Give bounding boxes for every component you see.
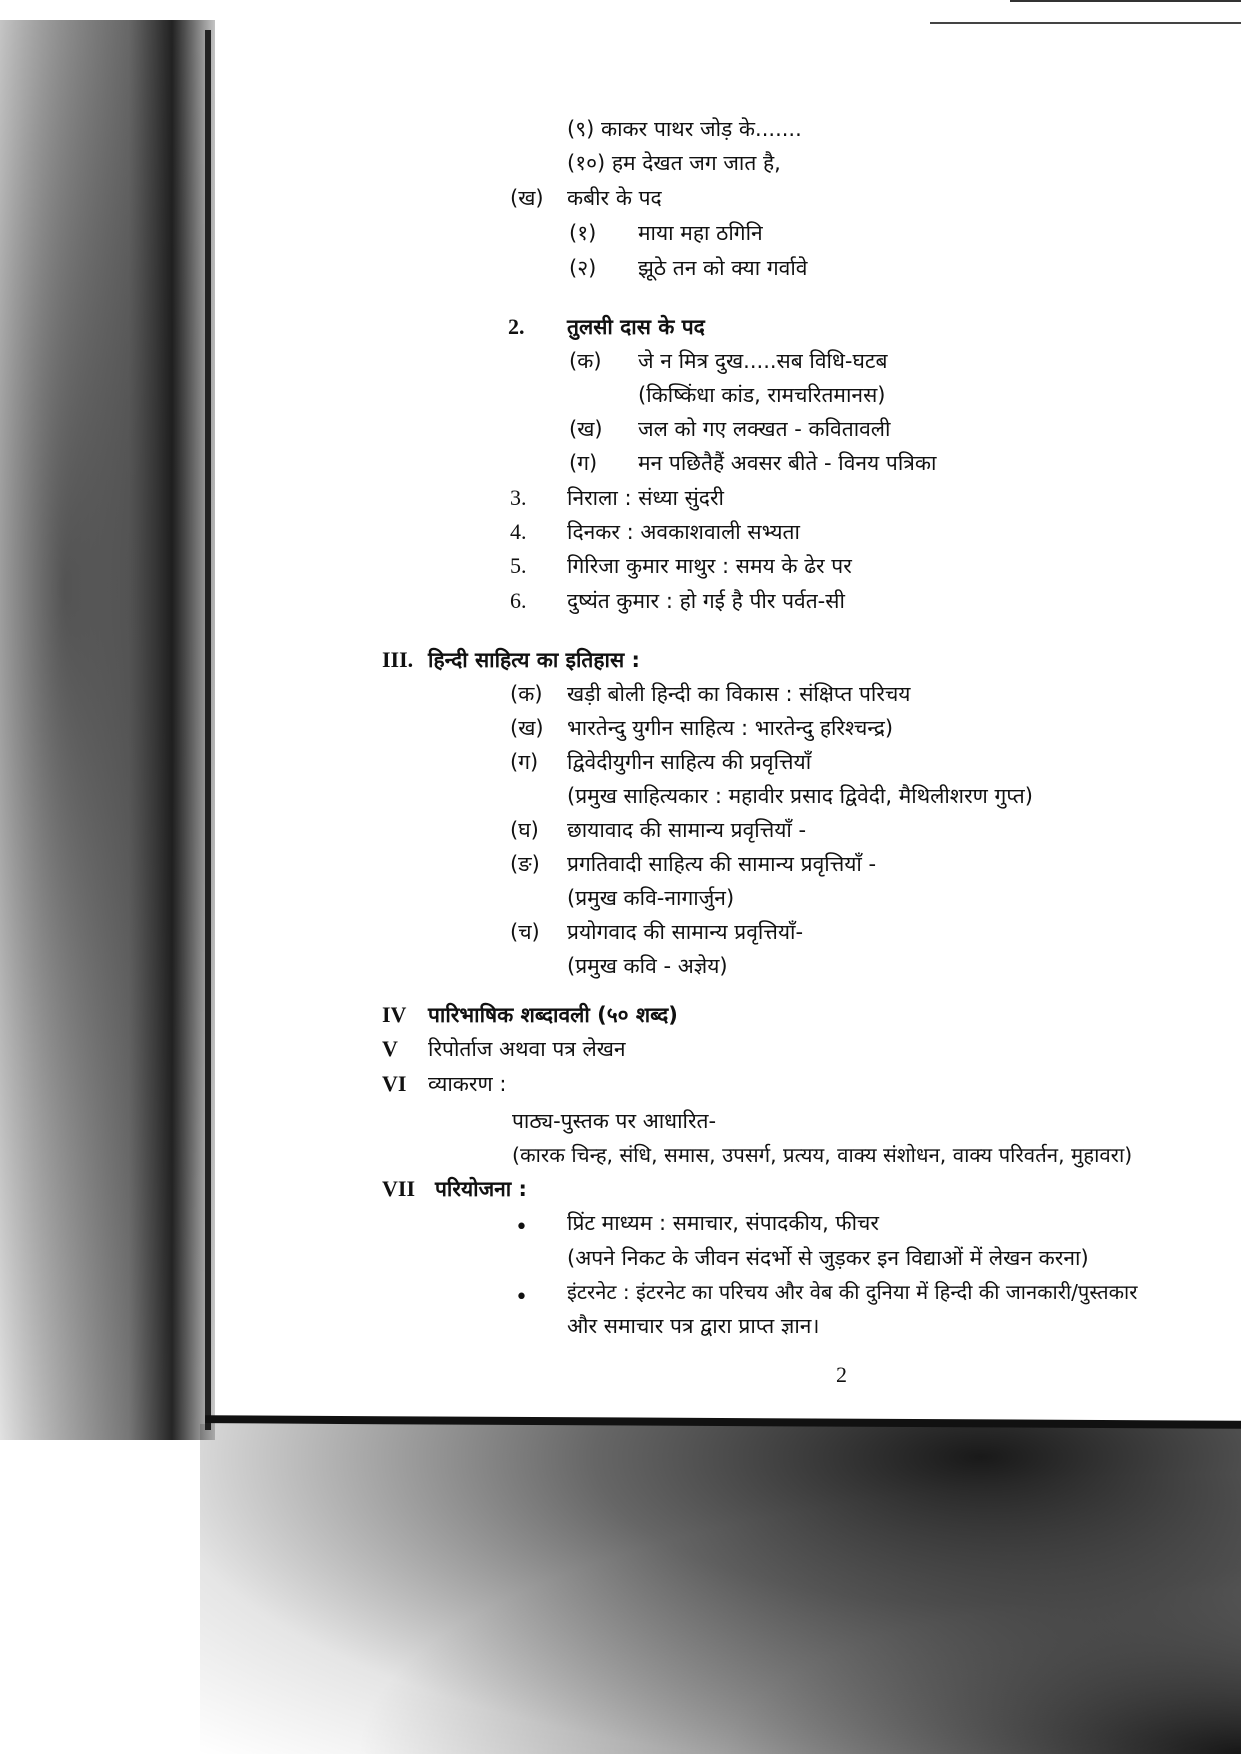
section-3-numeral: III. (382, 647, 414, 672)
section-3-marker: (क) (510, 682, 543, 706)
section-6-line: (कारक चिन्ह, संधि, समास, उपसर्ग, प्रत्यय, वाक्य संशोधन, वाक्य परिवर्तन, मुहावरा) (512, 1143, 1133, 1167)
section-3-marker: (ग) (510, 750, 539, 774)
section-7-bullet-line: इंटरनेट : इंटरनेट का परिचय और वेब की दुनिया में हिन्दी की जानकारी/पुस्तकार (567, 1280, 1138, 1304)
section-3-item: छायावाद की सामान्य प्रवृत्तियाँ - (567, 818, 807, 842)
section-7-bullet-line: (अपने निकट के जीवन संदर्भो से जुड़कर इन विद्याओं में लेखन करना) (567, 1246, 1089, 1270)
tulsi-item-marker: (ख) (569, 417, 603, 441)
tulsi-item-marker: (ग) (569, 451, 598, 475)
kabir-pad-marker: (ख) (510, 186, 544, 210)
poet-entry: दुष्यंत कुमार : हो गई है पीर पर्वत-सी (567, 589, 845, 613)
poet-entry: निराला : संध्या सुंदरी (567, 486, 724, 510)
section-5-title: रिपोर्ताज अथवा पत्र लेखन (428, 1037, 626, 1061)
kabir-pad-item-text: झूठे तन को क्या गर्वावे (638, 256, 808, 280)
section-7-title: परियोजना : (435, 1177, 527, 1201)
section-3-item: (प्रमुख कवि - अज्ञेय) (567, 954, 728, 978)
kabir-pad-title: कबीर के पद (567, 186, 662, 210)
kabir-pad-item-num: (२) (569, 256, 597, 280)
kabir-pad-item-text: माया महा ठगिनि (638, 221, 763, 245)
tulsi-item-text: जे न मित्र दुख.....सब विधि-घटब (638, 349, 888, 373)
section-7-bullet-line: प्रिंट माध्यम : समाचार, संपादकीय, फीचर (567, 1211, 879, 1235)
tulsi-title: तुलसी दास के पद (567, 315, 705, 339)
section-3-title: हिन्दी साहित्य का इतिहास : (428, 648, 640, 672)
section-7-numeral: VII (382, 1176, 416, 1201)
section-6-numeral: VI (382, 1071, 407, 1096)
poet-entry: गिरिजा कुमार माथुर : समय के ढेर पर (567, 554, 852, 578)
section-3-marker: (घ) (510, 818, 539, 842)
bullet-icon: • (515, 1215, 528, 1240)
tulsi-item-text: मन पछितैहैं अवसर बीते - विनय पत्रिका (638, 451, 937, 475)
poet-number: 6. (510, 588, 527, 613)
section-6-title: व्याकरण : (428, 1072, 507, 1096)
section-3-marker: (च) (510, 920, 540, 944)
poet-number: 3. (510, 485, 527, 510)
section-4-title: पारिभाषिक शब्दावली (५० शब्द) (428, 1003, 678, 1027)
tulsi-item-marker: (क) (569, 349, 602, 373)
kabir-doha-9: (९) काकर पाथर जोड़ के....... (567, 117, 802, 141)
poet-number: 5. (510, 553, 527, 578)
poet-entry: दिनकर : अवकाशवाली सभ्यता (567, 520, 800, 544)
section-3-item: (प्रमुख साहित्यकार : महावीर प्रसाद द्विवेदी, मैथिलीशरण गुप्त) (567, 784, 1033, 808)
kabir-pad-item-num: (१) (569, 221, 597, 245)
section-7-bullet-line: और समाचार पत्र द्वारा प्राप्त ज्ञान। (567, 1314, 820, 1338)
section-3-item: द्विवेदीयुगीन साहित्य की प्रवृत्तियाँ (567, 750, 812, 774)
section-3-item: भारतेन्दु युगीन साहित्य : भारतेन्दु हरिश्चन्द्र) (567, 716, 894, 740)
scan-shadow-left (0, 20, 215, 1440)
scan-line-top-2 (930, 22, 1241, 24)
section-3-item: प्रगतिवादी साहित्य की सामान्य प्रवृत्तियाँ - (567, 852, 877, 876)
section-6-line: पाठ्य-पुस्तक पर आधारित- (512, 1109, 717, 1133)
scan-line-top (1010, 0, 1241, 2)
scan-shadow-bottom (200, 1424, 1241, 1754)
section-3-item: प्रयोगवाद की सामान्य प्रवृत्तियाँ- (567, 920, 804, 944)
section-3-item: खड़ी बोली हिन्दी का विकास : संक्षिप्त परिचय (567, 682, 911, 706)
section-3-marker: (ङ) (510, 852, 540, 876)
section-5-numeral: V (382, 1036, 398, 1061)
bullet-icon: • (515, 1285, 528, 1310)
section-3-marker: (ख) (510, 716, 544, 740)
page-edge-left (205, 30, 211, 1430)
page-number: 2 (836, 1362, 847, 1387)
tulsi-number: 2. (508, 314, 525, 339)
tulsi-item-text: जल को गए लक्खत - कवितावली (638, 417, 891, 441)
section-3-item: (प्रमुख कवि-नागार्जुन) (567, 886, 735, 910)
kabir-doha-10: (१०) हम देखत जग जात है, (567, 151, 781, 175)
tulsi-item-text: (किष्किंधा कांड, रामचरितमानस) (638, 383, 886, 407)
section-4-numeral: IV (382, 1002, 407, 1027)
poet-number: 4. (510, 519, 527, 544)
